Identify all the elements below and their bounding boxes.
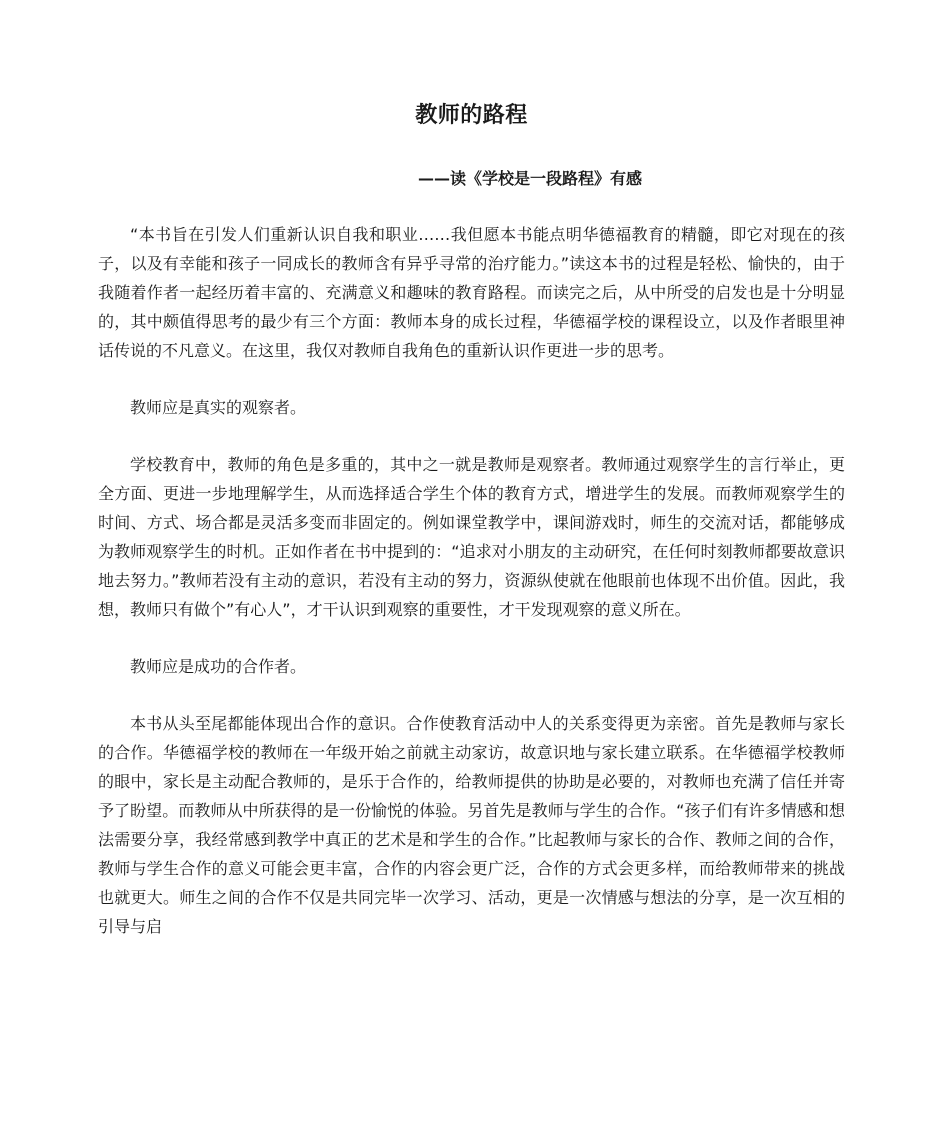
document-title: 教师的路程: [415, 103, 528, 128]
document-subtitle: ——读《学校是一段路程》有感: [418, 169, 643, 188]
body-paragraph: “本书旨在引发人们重新认识自我和职业……我但愿本书能点明华德福教育的精髓，即它对现在的孩子，以及有幸能和孩子一同成长的教师含有异乎寻常的治疗能力。”读这本书的过程是轻松、愉快的，由于我随着作者一起经历着丰富的、充满意义和趣味的教育路程。而读完之后，从中所受的启发也是十分明显的，其中颇值得思考的最少有三个方面：教师本身的成长过程，华德福学校的课程设立，以及作者眼里神话传说的不凡意义。在这里，我仅对教师自我角色的重新认识作更进一步的思考。: [98, 225, 845, 360]
body-paragraph: 本书从头至尾都能体现出合作的意识。合作使教育活动中人的关系变得更为亲密。首先是教师与家长的合作。华德福学校的教师在一年级开始之前就主动家访，故意识地与家长建立联系。在华德福学校教师的眼中，家长是主动配合教师的，是乐于合作的，给教师提供的协助是必要的，对教师也充满了信任并寄予了盼望。而教师从中所获得的是一份愉悦的体验。另首先是教师与学生的合作。“孩子们有许多情感和想法需要分享，我经常感到教学中真正的艺术是和学生的合作。”比起教师与家长的合作、教师之间的合作，教师与学生合作的意义可能会更丰富，合作的内容会更广泛，合作的方式会更多样，而给教师带来的挑战也就更大。师生之间的合作不仅是共同完毕一次学习、活动，更是一次情感与想法的分享，是一次互相的引导与启: [98, 714, 845, 936]
section-heading: 教师应是成功的合作者。: [130, 657, 307, 676]
body-paragraph: 学校教育中，教师的角色是多重的，其中之一就是教师是观察者。教师通过观察学生的言行举止，更全方面、更进一步地理解学生，从而选择适合学生个体的教育方式，增进学生的发展。而教师观察学生的时间、方式、场合都是灵活多变而非固定的。例如课堂教学中，课间游戏时，师生的交流对话，都能够成为教师观察学生的时机。正如作者在书中提到的：“追求对小朋友的主动研究，在任何时刻教师都要故意识地去努力。”教师若没有主动的意识，若没有主动的努力，资源纵使就在他眼前也体现不出价值。因此，我想，教师只有做个”有心人”，才干认识到观察的重要性，才干发现观察的意义所在。: [98, 455, 845, 619]
section-heading: 教师应是真实的观察者。: [130, 398, 307, 417]
